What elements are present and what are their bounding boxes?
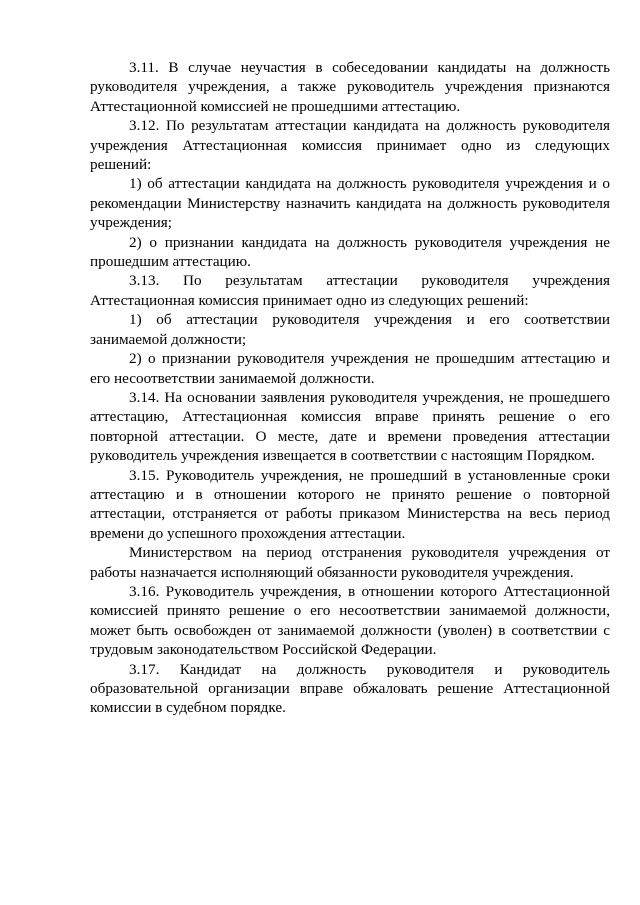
paragraph-3-12-item-1: 1) об аттестации кандидата на должность руководителя учреждения и о рекомендации Министерству назначить кандидата на должность руководителя учреждения;: [90, 175, 610, 232]
paragraph-3-12-item-2: 2) о признании кандидата на должность руководителя учреждения не прошедшим аттестацию.: [90, 233, 610, 271]
paragraph-3-15-continuation: Министерством на период отстранения руководителя учреждения от работы назначается исполняющий обязанности руководителя учреждения.: [90, 544, 610, 581]
paragraph-3-13: 3.13. По результатам аттестации руководителя учреждения Аттестационная комиссия принимает одно из следующих решений:: [90, 272, 610, 309]
paragraph-3-16: 3.16. Руководитель учреждения, в отношении которого Аттестационной комиссией принято решение о его несоответствии занимаемой должности, может быть освобожден от занимаемой должности (уволен) в соответствии с трудовым законодательством Российской Федерации.: [90, 582, 610, 659]
paragraph-3-15: 3.15. Руководитель учреждения, не прошедший в установленные сроки аттестацию и в отношении которого не принято решение о повторной аттестации, отстраняется от работы приказом Министерства на весь период времени до успешного прохождения аттестации.: [90, 466, 610, 542]
paragraph-3-13-item-1: 1) об аттестации руководителя учреждения и его соответствии занимаемой должности;: [90, 311, 610, 348]
paragraph-3-11: 3.11. В случае неучастия в собеседовании кандидаты на должность руководителя учреждения, а также руководитель учреждения признаются Аттестационной комиссией не прошедшими аттестацию.: [90, 59, 610, 115]
paragraph-3-13-item-2: 2) о признании руководителя учреждения не прошедшим аттестацию и его несоответствии занимаемой должности.: [90, 350, 610, 387]
paragraph-3-17: 3.17. Кандидат на должность руководителя и руководитель образовательной организации вправе обжаловать решение Аттестационной комиссии в судебном порядке.: [90, 660, 610, 717]
paragraph-3-14: 3.14. На основании заявления руководителя учреждения, не прошедшего аттестацию, Аттестационная комиссия вправе принять решение о его повторной аттестации. О месте, дате и времени проведения аттестации руководитель учреждения извещается в соответствии с настоящим Порядком.: [90, 388, 610, 465]
paragraph-3-12: 3.12. По результатам аттестации кандидата на должность руководителя учреждения Аттестационная комиссия принимает одно из следующих решений:: [90, 117, 610, 174]
document-page: [90, 58, 610, 718]
